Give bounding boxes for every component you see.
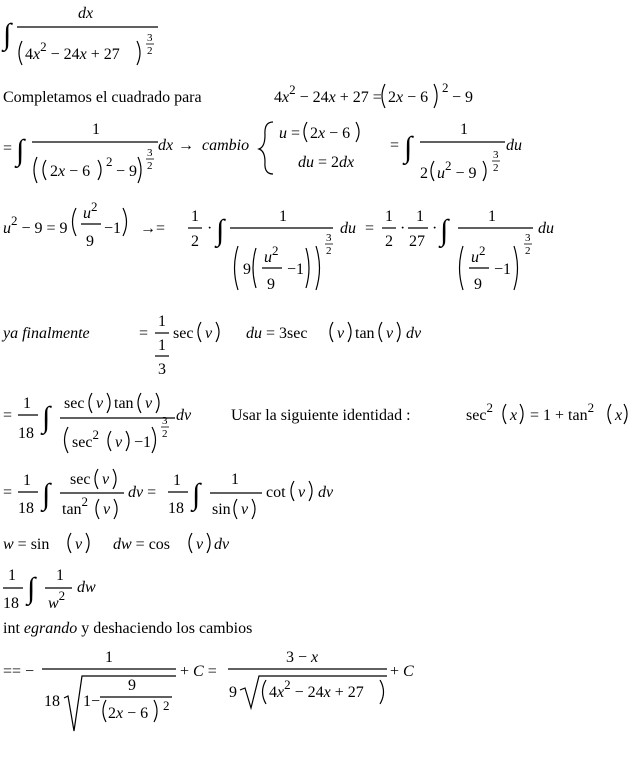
svg-text:=: = xyxy=(3,484,13,501)
radical-sign xyxy=(64,676,176,731)
svg-text:∫: ∫ xyxy=(440,214,449,247)
final-substitution-line xyxy=(1,313,422,378)
svg-text:+ C =: + C = xyxy=(180,663,217,680)
svg-text:→: → xyxy=(178,137,194,154)
svg-text:3: 3 xyxy=(162,415,168,427)
svg-text:1: 1 xyxy=(279,208,287,225)
completing-square-text: Completamos el cuadrado para xyxy=(3,89,202,106)
svg-text:dx: dx xyxy=(158,137,174,154)
svg-text:·: · xyxy=(400,220,406,237)
svg-text:dw: dw xyxy=(77,579,96,596)
svg-text:v: v xyxy=(75,536,83,553)
svg-text:2: 2 xyxy=(162,428,168,440)
svg-text:2: 2 xyxy=(493,162,499,174)
svg-text:∫: ∫ xyxy=(42,401,51,434)
completing-square-expression: $4x^2 - 24x + 27$ = xyxy=(274,82,382,106)
svg-text:∫: ∫ xyxy=(216,214,225,247)
svg-text:2x − 6: 2x − 6 xyxy=(388,89,429,106)
svg-text:1: 1 xyxy=(488,208,496,225)
closing-suffix: y deshaciendo los cambios xyxy=(81,620,253,637)
svg-text:dv: dv xyxy=(176,407,192,424)
svg-text:dv: dv xyxy=(318,484,334,501)
paren-close xyxy=(137,41,140,65)
svg-text:=: = xyxy=(139,325,149,342)
identity-label: Usar la siguiente identidad : xyxy=(231,407,411,424)
svg-text:== −: == − xyxy=(3,663,35,680)
svg-text:9: 9 xyxy=(86,233,94,250)
svg-text:dv =: dv = xyxy=(128,484,157,501)
system-brace xyxy=(259,122,273,174)
svg-text:2x − 6: 2x − 6 xyxy=(108,705,149,722)
svg-text:3: 3 xyxy=(493,149,499,161)
svg-text:18: 18 xyxy=(18,500,34,517)
svg-text:u2 − 9: $u^2 - 9$ xyxy=(437,158,477,182)
svg-text:−1: −1 xyxy=(287,261,305,278)
svg-text:cot: cot xyxy=(266,484,286,501)
exponent-denominator: 2 xyxy=(147,45,153,57)
simplification-line xyxy=(3,469,334,519)
svg-text:− 9: − 9 xyxy=(452,89,474,106)
factoring-line xyxy=(3,199,554,293)
coefficient-denominator: 18 xyxy=(18,425,34,442)
svg-text:1−: 1− xyxy=(83,693,101,710)
svg-text:x: x xyxy=(615,407,623,424)
svg-text:=: = xyxy=(390,137,400,154)
svg-text:du: du xyxy=(538,220,554,237)
svg-text:u2 − 9 = 9: $u^2 - 9 = 9$ xyxy=(3,213,68,237)
svg-text:2: 2 xyxy=(420,165,428,182)
svg-text:3: 3 xyxy=(147,147,153,159)
svg-text:1: 1 xyxy=(191,208,199,225)
svg-text:v: v xyxy=(205,325,213,342)
svg-text:·: · xyxy=(207,220,213,237)
closing-prefix: int xyxy=(3,620,20,637)
exponent-numerator: 3 xyxy=(147,32,153,44)
svg-text:2: 2 xyxy=(106,154,113,169)
svg-text:u2: $u^2$ xyxy=(471,243,486,266)
svg-text:2x − 6: 2x − 6 xyxy=(50,163,91,180)
svg-text:dv: dv xyxy=(406,325,422,342)
svg-text:18: 18 xyxy=(3,595,19,612)
svg-text:−1: −1 xyxy=(494,261,512,278)
svg-text:tan: tan xyxy=(355,325,375,342)
svg-text:∫: ∫ xyxy=(404,131,413,164)
svg-text:1: 1 xyxy=(105,649,113,666)
svg-text:w = sin: w = sin xyxy=(3,536,50,553)
closing-italic: egrando xyxy=(23,620,78,637)
svg-text:1: 1 xyxy=(8,567,16,584)
svg-text:2: 2 xyxy=(525,245,531,257)
svg-text:du = 3sec: du = 3sec xyxy=(246,325,308,342)
svg-text:9: 9 xyxy=(243,261,251,278)
w-substitution-line xyxy=(3,533,230,553)
svg-text:v: v xyxy=(298,484,306,501)
final-label: ya finalmente xyxy=(3,325,90,342)
completing-square-line xyxy=(3,80,473,108)
svg-text:3: 3 xyxy=(326,232,332,244)
svg-text:−1: −1 xyxy=(104,220,122,237)
svg-text:sec2: $\sec^2$ xyxy=(466,400,493,424)
svg-text:int egrando y deshaciendo los xyxy=(3,620,252,637)
svg-text:4x2 − 24x + 27: $4x^2 - 24x + 27$ xyxy=(269,677,364,701)
svg-text:1: 1 xyxy=(385,208,393,225)
svg-text:x: x xyxy=(510,407,518,424)
svg-text:2x − 6: 2x − 6 xyxy=(310,125,351,142)
svg-text:∫: ∫ xyxy=(27,572,36,605)
svg-text:v: v xyxy=(386,325,394,342)
svg-text:sec2: $\sec^2$ xyxy=(72,427,99,451)
svg-text:9: 9 xyxy=(474,276,482,293)
svg-text:9: 9 xyxy=(128,677,136,694)
svg-text:v: v xyxy=(337,325,345,342)
svg-text:dv: dv xyxy=(214,536,230,553)
svg-text:tan: tan xyxy=(114,395,134,412)
svg-text:9: 9 xyxy=(267,276,275,293)
svg-text:3: 3 xyxy=(158,361,166,378)
svg-text:dw = cos: dw = cos xyxy=(113,536,171,553)
svg-text:2: 2 xyxy=(442,80,449,95)
factor-b: 27 xyxy=(409,233,425,250)
svg-text:sec: sec xyxy=(64,395,85,412)
identity-line xyxy=(3,393,627,453)
svg-text:tan2: $\tan^2$ xyxy=(62,494,89,518)
svg-text:1: 1 xyxy=(23,472,31,489)
svg-text:sec: sec xyxy=(70,471,91,488)
svg-text:v: v xyxy=(102,471,110,488)
problem-numerator: dx xyxy=(78,5,94,22)
svg-text:→=: →= xyxy=(140,220,166,237)
svg-text:1: 1 xyxy=(56,567,64,584)
svg-text:du: du xyxy=(506,137,522,154)
svg-text:=: = xyxy=(3,140,13,157)
svg-text:u2: $u^2$ xyxy=(83,199,98,222)
svg-text:∫: ∫ xyxy=(42,478,51,511)
svg-text:1: 1 xyxy=(460,121,468,138)
svg-text:·: · xyxy=(432,220,438,237)
svg-text:9: 9 xyxy=(229,684,237,701)
svg-text:v: v xyxy=(103,501,111,518)
svg-text:sin: sin xyxy=(212,501,231,518)
svg-text:3 − x: 3 − x xyxy=(286,649,319,666)
problem-integral xyxy=(1,5,158,65)
svg-text:2: 2 xyxy=(326,245,332,257)
svg-text:2: 2 xyxy=(163,698,170,713)
change-of-variable-line xyxy=(3,121,522,183)
svg-text:v: v xyxy=(196,536,204,553)
svg-text:u2: $u^2$ xyxy=(264,243,279,266)
svg-text:v: v xyxy=(115,434,123,451)
svg-text:3: 3 xyxy=(525,232,531,244)
svg-text:=: = xyxy=(3,407,13,424)
svg-text:u =: u = xyxy=(279,125,301,142)
svg-text:− 9: − 9 xyxy=(116,163,138,180)
svg-text:v: v xyxy=(145,395,153,412)
svg-text:4x2 − 24x + 27: $4x^2 - 24x + 27$ xyxy=(25,39,120,63)
svg-text:2: 2 xyxy=(385,233,393,250)
svg-text:∫: ∫ xyxy=(16,134,25,167)
svg-text:= 1 + tan2: = $1 + \tan^2$ xyxy=(530,400,595,424)
svg-text:+ C: + C xyxy=(390,663,414,680)
svg-text:v: v xyxy=(96,395,104,412)
svg-text:2: 2 xyxy=(191,233,199,250)
svg-text:du: du xyxy=(340,220,356,237)
svg-text:du = 2dx: du = 2dx xyxy=(298,154,355,171)
svg-text:1: 1 xyxy=(231,471,239,488)
svg-text:sec: sec xyxy=(173,325,194,342)
svg-text:v: v xyxy=(241,501,249,518)
svg-text:1: 1 xyxy=(158,337,166,354)
svg-text:1: 1 xyxy=(158,313,166,330)
final-answer-line xyxy=(3,649,414,731)
factor-a: 1 xyxy=(416,208,424,225)
w-integral-line xyxy=(3,567,96,612)
svg-text:2: 2 xyxy=(147,160,153,172)
svg-text:=: = xyxy=(365,220,375,237)
svg-text:1: 1 xyxy=(23,395,31,412)
svg-text:1: 1 xyxy=(92,121,100,138)
integral-sign: ∫ xyxy=(3,18,12,51)
svg-text:18: 18 xyxy=(44,693,60,710)
svg-text:∫: ∫ xyxy=(192,478,201,511)
svg-text:−1: −1 xyxy=(134,434,152,451)
closing-text-line xyxy=(3,620,252,637)
change-label: cambio xyxy=(202,137,250,154)
svg-text:w2: $w^2$ xyxy=(48,588,66,612)
svg-text:1: 1 xyxy=(173,472,181,489)
paren-open xyxy=(19,41,22,65)
svg-text:18: 18 xyxy=(168,500,184,517)
